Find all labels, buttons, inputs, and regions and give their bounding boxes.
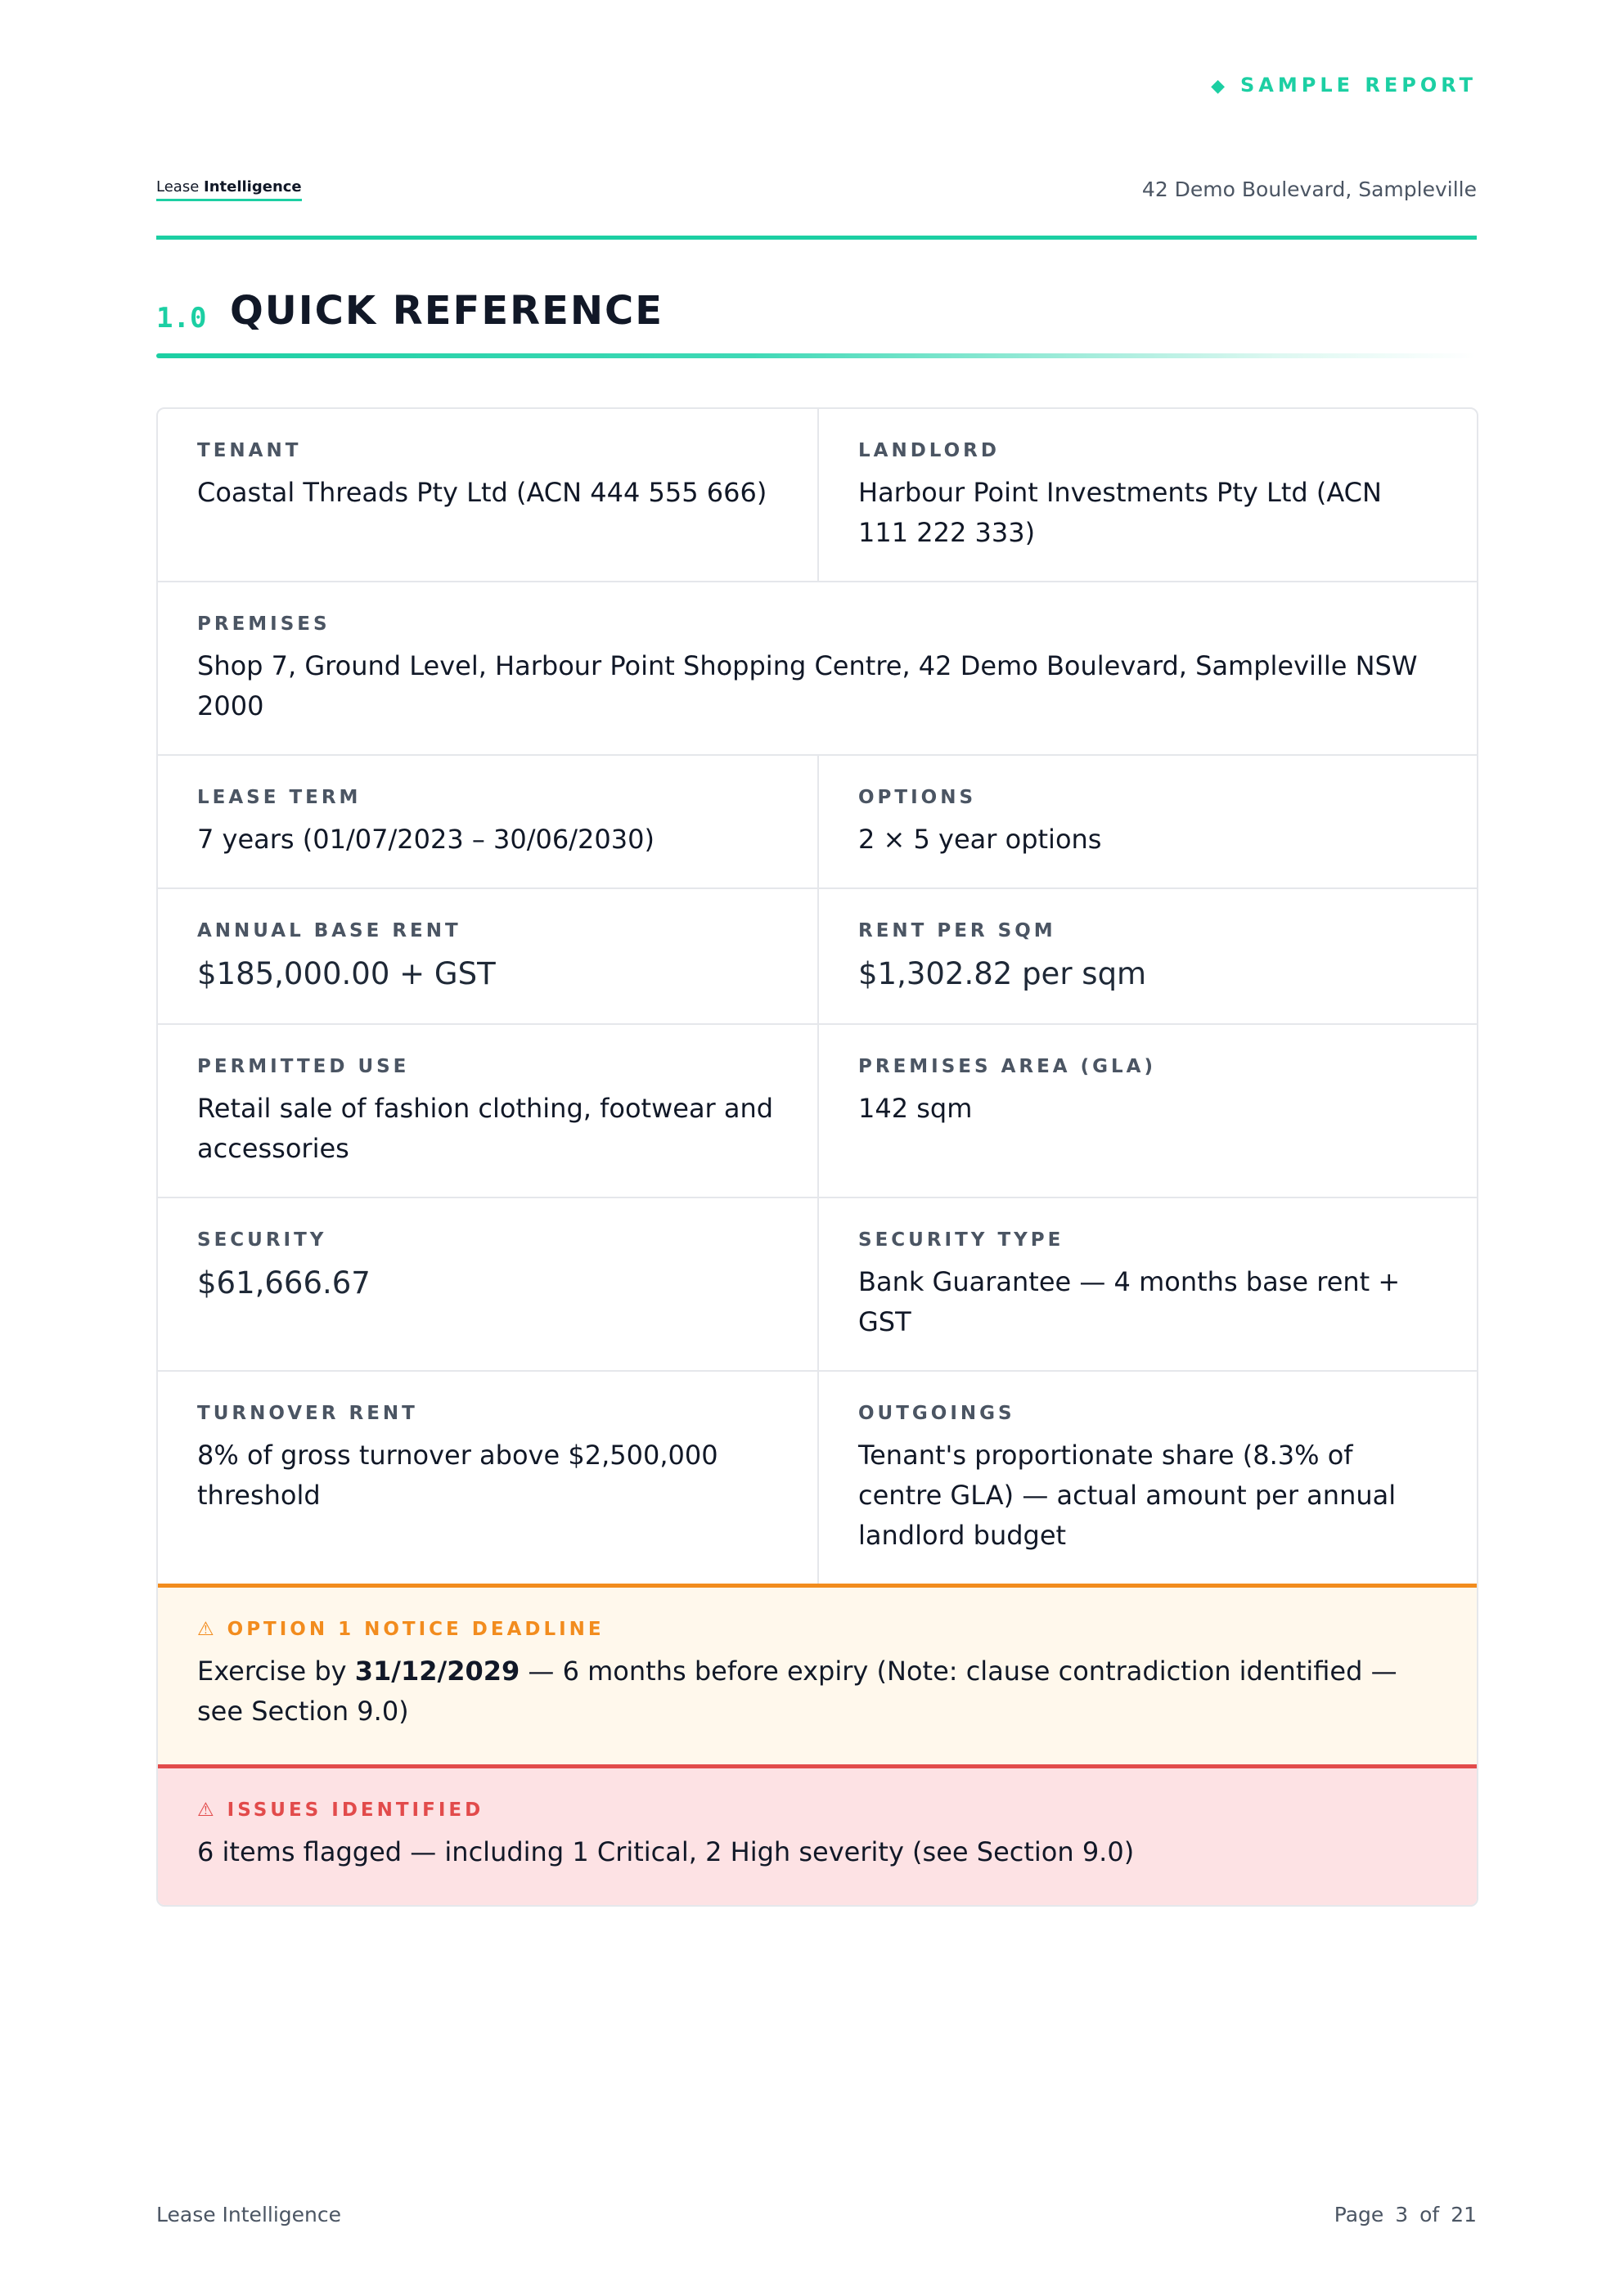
issues-text: 6 items flagged — including 1 Critical, 2 High severity (see Section 9.0)	[197, 1836, 1135, 1867]
row-turnover	[158, 1372, 1477, 1584]
premises-area-label: PREMISES AREA (GLA)	[858, 1056, 1156, 1077]
issues-title: ISSUES IDENTIFIED	[227, 1800, 484, 1821]
outgoings-label: OUTGOINGS	[858, 1403, 1015, 1424]
permitted-use-label: PERMITTED USE	[197, 1056, 410, 1077]
section-heading: QUICK REFERENCE	[230, 288, 664, 334]
landlord-cell	[817, 409, 1477, 581]
page-number	[1334, 2203, 1477, 2226]
option-notice-prefix: Exercise by	[197, 1656, 347, 1687]
sample-report-tag	[1211, 74, 1477, 97]
brand-strong: Intelligence	[204, 178, 302, 195]
footer-brand: Lease Intelligence	[156, 2203, 342, 2226]
brand-prefix: Lease	[156, 178, 200, 195]
options-cell	[817, 756, 1477, 887]
issues-alert	[158, 1764, 1477, 1905]
turnover-rent-cell	[158, 1372, 817, 1584]
lease-term-cell	[158, 756, 817, 887]
row-rent	[158, 889, 1477, 1025]
annual-base-rent-value: $185,000.00 + GST	[197, 956, 496, 991]
option-notice-title: OPTION 1 NOTICE DEADLINE	[227, 1619, 605, 1640]
premises-cell	[158, 582, 1477, 754]
page-header	[156, 173, 1477, 240]
outgoings-cell	[817, 1372, 1477, 1584]
landlord-value: Harbour Point Investments Pty Ltd (ACN 111 222 333)	[858, 477, 1382, 548]
section-rule	[156, 353, 1477, 358]
brand-logo	[156, 178, 302, 201]
row-parties	[158, 409, 1477, 582]
quick-reference-card	[156, 407, 1478, 1907]
rent-per-sqm-label: RENT PER SQM	[858, 920, 1056, 941]
premises-area-value: 142 sqm	[858, 1093, 973, 1124]
premises-label: PREMISES	[197, 613, 331, 635]
header-address: 42 Demo Boulevard, Sampleville	[1141, 177, 1477, 201]
security-label: SECURITY	[197, 1229, 327, 1251]
options-label: OPTIONS	[858, 787, 977, 808]
lease-term-label: LEASE TERM	[197, 787, 362, 808]
landlord-label: LANDLORD	[858, 440, 1000, 461]
rent-per-sqm-value: $1,302.82 per sqm	[858, 956, 1147, 991]
row-term	[158, 756, 1477, 889]
sample-report-label: SAMPLE REPORT	[1239, 74, 1477, 97]
section-title	[156, 288, 1477, 362]
section-number: 1.0	[156, 302, 207, 335]
row-use	[158, 1025, 1477, 1198]
lease-term-value: 7 years (01/07/2023 – 30/06/2030)	[197, 824, 655, 855]
page-total: 21	[1451, 2203, 1477, 2226]
rent-per-sqm-cell	[817, 889, 1477, 1023]
security-type-value: Bank Guarantee — 4 months base rent + GST	[858, 1266, 1401, 1337]
warning-icon: ⚠	[197, 1619, 218, 1640]
security-value: $61,666.67	[197, 1265, 371, 1301]
annual-base-rent-label: ANNUAL BASE RENT	[197, 920, 461, 941]
security-type-cell	[817, 1198, 1477, 1370]
permitted-use-cell	[158, 1025, 817, 1197]
outgoings-value: Tenant's proportionate share (8.3% of centre GLA) — actual amount per annual landlord budget	[858, 1440, 1397, 1551]
row-premises	[158, 582, 1477, 756]
option-notice-suffix: — 6 months before expiry (Note: clause contradiction identified — see Section 9.0)	[197, 1656, 1397, 1727]
option-notice-text	[197, 1651, 1437, 1732]
page-current: 3	[1395, 2203, 1409, 2226]
annual-base-rent-cell	[158, 889, 817, 1023]
options-value: 2 × 5 year options	[858, 824, 1102, 855]
permitted-use-value: Retail sale of fashion clothing, footwear and accessories	[197, 1093, 774, 1164]
option-notice-label	[197, 1619, 1437, 1640]
turnover-rent-label: TURNOVER RENT	[197, 1403, 418, 1424]
premises-value: Shop 7, Ground Level, Harbour Point Shopping Centre, 42 Demo Boulevard, Sampleville NSW 2000	[197, 650, 1418, 721]
tenant-value: Coastal Threads Pty Ltd (ACN 444 555 666)	[197, 477, 767, 508]
security-type-label: SECURITY TYPE	[858, 1229, 1064, 1251]
option-notice-date: 31/12/2029	[354, 1656, 520, 1687]
premises-area-cell	[817, 1025, 1477, 1197]
diamond-icon: ◆	[1211, 76, 1229, 97]
security-cell	[158, 1198, 817, 1370]
page-word: Page	[1334, 2203, 1384, 2226]
tenant-cell	[158, 409, 817, 581]
issues-label	[197, 1800, 1437, 1821]
row-security	[158, 1198, 1477, 1372]
page-of: of	[1419, 2203, 1440, 2226]
warning-icon: ⚠	[197, 1800, 218, 1821]
turnover-rent-value: 8% of gross turnover above $2,500,000 threshold	[197, 1440, 718, 1511]
tenant-label: TENANT	[197, 440, 302, 461]
option-notice-alert	[158, 1584, 1477, 1764]
